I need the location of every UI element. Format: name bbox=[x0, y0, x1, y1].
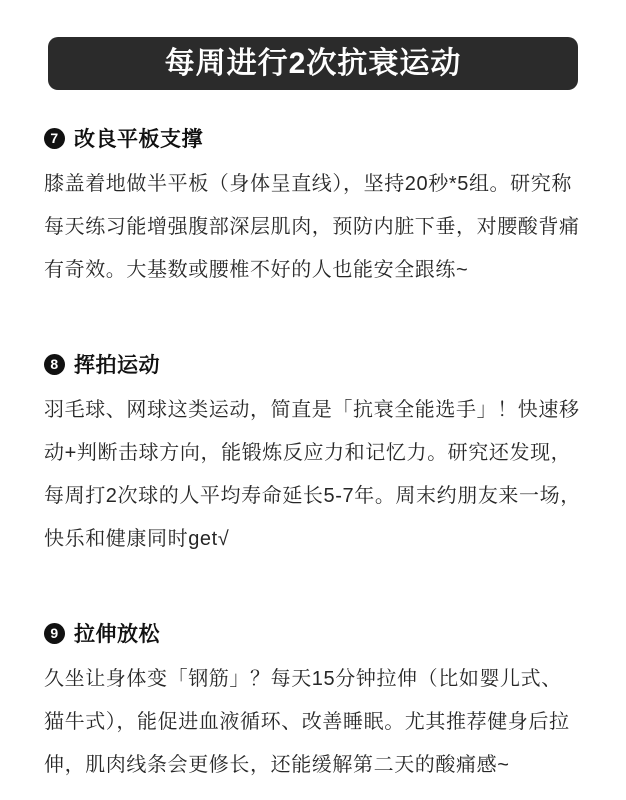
circled-number-7-icon: 7 bbox=[44, 128, 65, 149]
circled-number-8-icon: 8 bbox=[44, 354, 65, 375]
circled-number-9-icon: 9 bbox=[44, 623, 65, 644]
section-title: 改良平板支撑 bbox=[74, 128, 203, 151]
section-title: 拉伸放松 bbox=[74, 623, 160, 646]
section-title: 挥拍运动 bbox=[74, 354, 160, 377]
section-body-text: 久坐让身体变「钢筋」？每天15分钟拉伸（比如婴儿式、猫牛式），能促进血液循环、改善睡眠。尤其推荐健身后拉伸，肌肉线条会更修长，还能缓解第二天的酸痛感~ bbox=[44, 668, 570, 776]
section-heading bbox=[44, 618, 582, 648]
section-heading bbox=[44, 349, 582, 379]
section-modified-plank bbox=[44, 123, 582, 292]
section-body-text: 膝盖着地做半平板（身体呈直线），坚持20秒*5组。研究称每天练习能增强腹部深层肌肉，预防内脏下垂，对腰酸背痛有奇效。大基数或腰椎不好的人也能安全跟练~ bbox=[44, 173, 580, 281]
content-area bbox=[0, 123, 626, 787]
section-racket-sports bbox=[44, 349, 582, 561]
section-heading bbox=[44, 123, 582, 153]
section-stretching bbox=[44, 618, 582, 787]
title-banner bbox=[48, 37, 578, 90]
section-body-text: 羽毛球、网球这类运动，简直是「抗衰全能选手」！快速移动+判断击球方向，能锻炼反应力和记忆力。研究还发现，每周打2次球的人平均寿命延长5-7年。周末约朋友来一场，快乐和健康同时get√ bbox=[44, 399, 581, 550]
page-title: 每周进行2次抗衰运动 bbox=[164, 46, 462, 80]
